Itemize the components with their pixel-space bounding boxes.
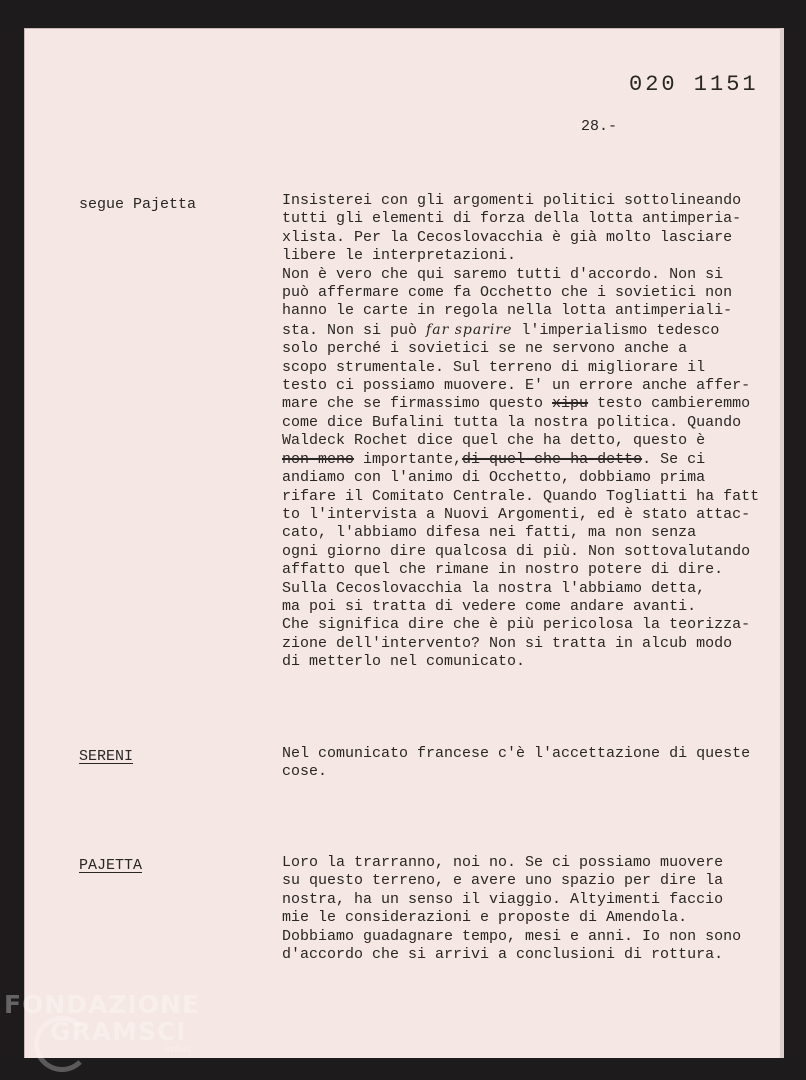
text-line: Nel comunicato francese c'è l'accettazione di queste [282, 745, 751, 762]
text-line: d'accordo che si arrivi a conclusioni di rottura. [282, 946, 724, 964]
text-line: testo ci possiamo muovere. E' un errore anche affer- [282, 377, 751, 395]
text-line: ogni giorno dire qualcosa di più. Non sottovalutando [282, 542, 751, 560]
text-line: scopo strumentale. Sul terreno di migliorare il [282, 358, 706, 376]
text-line: affatto quel che rimane in nostro potere di dire. [282, 561, 724, 579]
text-line: xlista. Per la Cecoslovacchia è già molto lasciare [282, 228, 733, 246]
text-line: to l'intervista a Nuovi Argomenti, ed è stato attac- [282, 505, 751, 523]
watermark-line: FONDAZIONE [4, 990, 201, 1019]
struck-phrase: di quel che ha detto [462, 450, 643, 468]
archive-code: 020 1151 [629, 72, 759, 97]
handwritten-insert: far sparire [426, 321, 513, 338]
speaker-label: segue Pajetta [79, 196, 197, 213]
text-line-with-insert [282, 321, 772, 340]
text-line: può affermare come fa Occhetto che i sovietici non [282, 284, 733, 302]
text-fragment: l'imperialismo tedesco [512, 321, 720, 339]
speaker-label: SERENI [79, 748, 134, 765]
text-line: solo perché i sovietici se ne servono anche a [282, 340, 688, 358]
text-fragment: mare che se firmassimo questo [282, 395, 553, 413]
text-fragment: . Se ci [642, 450, 706, 468]
text-line: di metterlo nel comunicato. [282, 653, 526, 671]
text-line: mie le considerazioni e proposte di Amendola. [282, 909, 688, 927]
text-line: tutti gli elementi di forza della lotta antimperia- [282, 210, 742, 228]
text-line: andiamo con l'animo di Occhetto, dobbiamo prima [282, 469, 706, 487]
text-line: Che significa dire che è più pericolosa la teorizza- [282, 616, 751, 634]
text-fragment: sta. Non si può [282, 321, 418, 339]
text-line: Insisterei con gli argomenti politici sottolineando [282, 192, 742, 209]
text-line: Loro la trarranno, noi no. Se ci possiamo muovere [282, 854, 724, 871]
text-line: Waldeck Rochet dice quel che ha detto, questo è [282, 432, 706, 450]
watermark-logo [4, 990, 200, 1055]
struck-word: non meno [282, 450, 355, 468]
text-line-with-strike [282, 395, 772, 413]
text-line: Dobbiamo guadagnare tempo, mesi e anni. Io non sono [282, 927, 742, 945]
speaker-label: PAJETTA [79, 857, 143, 874]
text-line: nostra, ha un senso il viaggio. Altyimenti faccio [282, 890, 724, 908]
text-line: rifare il Comitato Centrale. Quando Togliatti ha fatt [282, 487, 760, 505]
text-fragment: testo cambieremmo [588, 395, 751, 413]
watermark-line: GRAMSCI [50, 1017, 187, 1046]
text-line: ma poi si tratta di vedere come andare avanti. [282, 597, 697, 615]
speech-block [282, 192, 772, 672]
page-number: 28.- [581, 118, 618, 135]
struck-word: xipu [552, 395, 589, 413]
text-line: su questo terreno, e avere uno spazio per dire la [282, 872, 724, 890]
text-fragment: importante, [354, 450, 463, 468]
text-line: come dice Bufalini tutta la nostra politica. Quando [282, 413, 742, 431]
speech-block [282, 745, 772, 782]
text-line: Sulla Cecoslovacchia la nostra l'abbiamo detta, [282, 579, 706, 597]
page-edge [780, 28, 784, 1058]
text-line: cose. [282, 763, 328, 781]
text-line: hanno le carte in regola nella lotta antimperiali- [282, 302, 733, 320]
text-line: zione dell'intervento? Non si tratta in alcub modo [282, 634, 733, 652]
speech-block [282, 854, 772, 964]
text-line: Non è vero che qui saremo tutti d'accordo. Non si [282, 265, 724, 283]
text-line: libere le interpretazioni. [282, 247, 517, 265]
text-line-with-strike [282, 451, 772, 469]
watermark-line: onlus [164, 1044, 191, 1055]
text-line: cato, l'abbiamo difesa nei fatti, ma non senza [282, 524, 697, 542]
